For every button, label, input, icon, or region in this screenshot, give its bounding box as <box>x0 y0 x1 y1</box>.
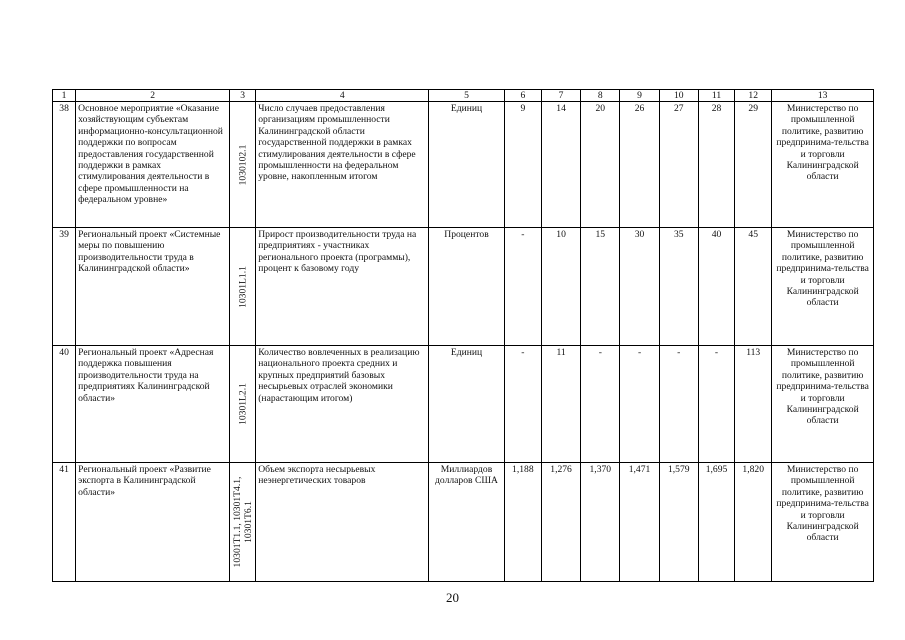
row-number: 38 <box>53 102 76 228</box>
indicator-name: Прирост производительности труда на предприятиях - участниках регионального проекта (программы), процент к базовому году <box>256 228 429 346</box>
column-number: 11 <box>698 90 734 102</box>
responsible-body: Министерство по промышленной политике, развитию предпринима-тельства и торговли Калининградской области <box>772 346 874 463</box>
indicators-table <box>52 89 874 582</box>
value-col11: 1,695 <box>698 463 734 582</box>
table-row <box>53 228 874 346</box>
event-name: Региональный проект «Адресная поддержка повышения производительности труда на предприятиях Калининградской области» <box>76 346 230 463</box>
value-col12: 45 <box>735 228 772 346</box>
value-col8: 20 <box>581 102 620 228</box>
value-col8: 1,370 <box>581 463 620 582</box>
value-col9: 1,471 <box>620 463 659 582</box>
value-col6: - <box>504 346 541 463</box>
event-name: Региональный проект «Системные меры по повышению производительности труда в Калининградской области» <box>76 228 230 346</box>
value-col12: 1,820 <box>735 463 772 582</box>
value-col12: 113 <box>735 346 772 463</box>
value-col10: - <box>659 346 698 463</box>
column-number: 3 <box>230 90 256 102</box>
event-name: Региональный проект «Развитие экспорта в Калининградской области» <box>76 463 230 582</box>
page-number: 20 <box>446 590 459 605</box>
column-number: 5 <box>429 90 504 102</box>
budget-code: 10301T1.1, 10301T4.1, 10301T6.1 <box>231 476 254 568</box>
column-number: 7 <box>541 90 580 102</box>
value-col6: 9 <box>504 102 541 228</box>
responsible-body: Министерство по промышленной политике, развитию предпринима-тельства и торговли Калининградской области <box>772 463 874 582</box>
column-number: 8 <box>581 90 620 102</box>
responsible-body: Министерство по промышленной политике, развитию предпринима-тельства и торговли Калининградской области <box>772 102 874 228</box>
value-col9: - <box>620 346 659 463</box>
column-number: 4 <box>256 90 429 102</box>
value-col10: 1,579 <box>659 463 698 582</box>
value-col7: 1,276 <box>541 463 580 582</box>
column-number-row <box>53 90 874 102</box>
table-row <box>53 102 874 228</box>
value-col7: 11 <box>541 346 580 463</box>
row-number: 40 <box>53 346 76 463</box>
column-number: 6 <box>504 90 541 102</box>
indicator-name: Количество вовлеченных в реализацию национального проекта средних и крупных предприятий базовых несырьевых отраслей экономики (нарастающим итогом) <box>256 346 429 463</box>
unit: Единиц <box>429 102 504 228</box>
budget-code-cell <box>230 463 256 582</box>
column-number: 10 <box>659 90 698 102</box>
value-col7: 10 <box>541 228 580 346</box>
value-col10: 27 <box>659 102 698 228</box>
value-col8: 15 <box>581 228 620 346</box>
column-number: 9 <box>620 90 659 102</box>
table-row <box>53 346 874 463</box>
value-col10: 35 <box>659 228 698 346</box>
value-col6: - <box>504 228 541 346</box>
value-col11: 28 <box>698 102 734 228</box>
row-number: 41 <box>53 463 76 582</box>
column-number: 1 <box>53 90 76 102</box>
unit: Процентов <box>429 228 504 346</box>
value-col6: 1,188 <box>504 463 541 582</box>
value-col9: 26 <box>620 102 659 228</box>
budget-code-cell <box>230 346 256 463</box>
indicator-name: Число случаев предоставления организациям промышленности Калининградской области государственной поддержки в рамках стимулирования деятельности в сфере промышленности на федеральном уровне, накопленным итогом <box>256 102 429 228</box>
table-row <box>53 463 874 582</box>
responsible-body: Министерство по промышленной политике, развитию предпринима-тельства и торговли Калининградской области <box>772 228 874 346</box>
value-col7: 14 <box>541 102 580 228</box>
event-name: Основное мероприятие «Оказание хозяйствующим субъектам информационно-консультационной поддержки по вопросам предоставления государственной поддержки в рамках стимулирования деятельности в сфере промышленности на федеральном уровне» <box>76 102 230 228</box>
value-col12: 29 <box>735 102 772 228</box>
budget-code: 1030102.1 <box>237 144 249 185</box>
indicator-name: Объем экспорта несырьевых неэнергетических товаров <box>256 463 429 582</box>
row-number: 39 <box>53 228 76 346</box>
budget-code-cell <box>230 228 256 346</box>
column-number: 2 <box>76 90 230 102</box>
value-col11: 40 <box>698 228 734 346</box>
value-col11: - <box>698 346 734 463</box>
budget-code-cell <box>230 102 256 228</box>
budget-code: 10301L2.1 <box>237 383 249 425</box>
value-col8: - <box>581 346 620 463</box>
value-col9: 30 <box>620 228 659 346</box>
budget-code: 10301L1.1 <box>237 265 249 308</box>
unit: Миллиардов долларов США <box>429 463 504 582</box>
column-number: 12 <box>735 90 772 102</box>
column-number: 13 <box>772 90 874 102</box>
unit: Единиц <box>429 346 504 463</box>
